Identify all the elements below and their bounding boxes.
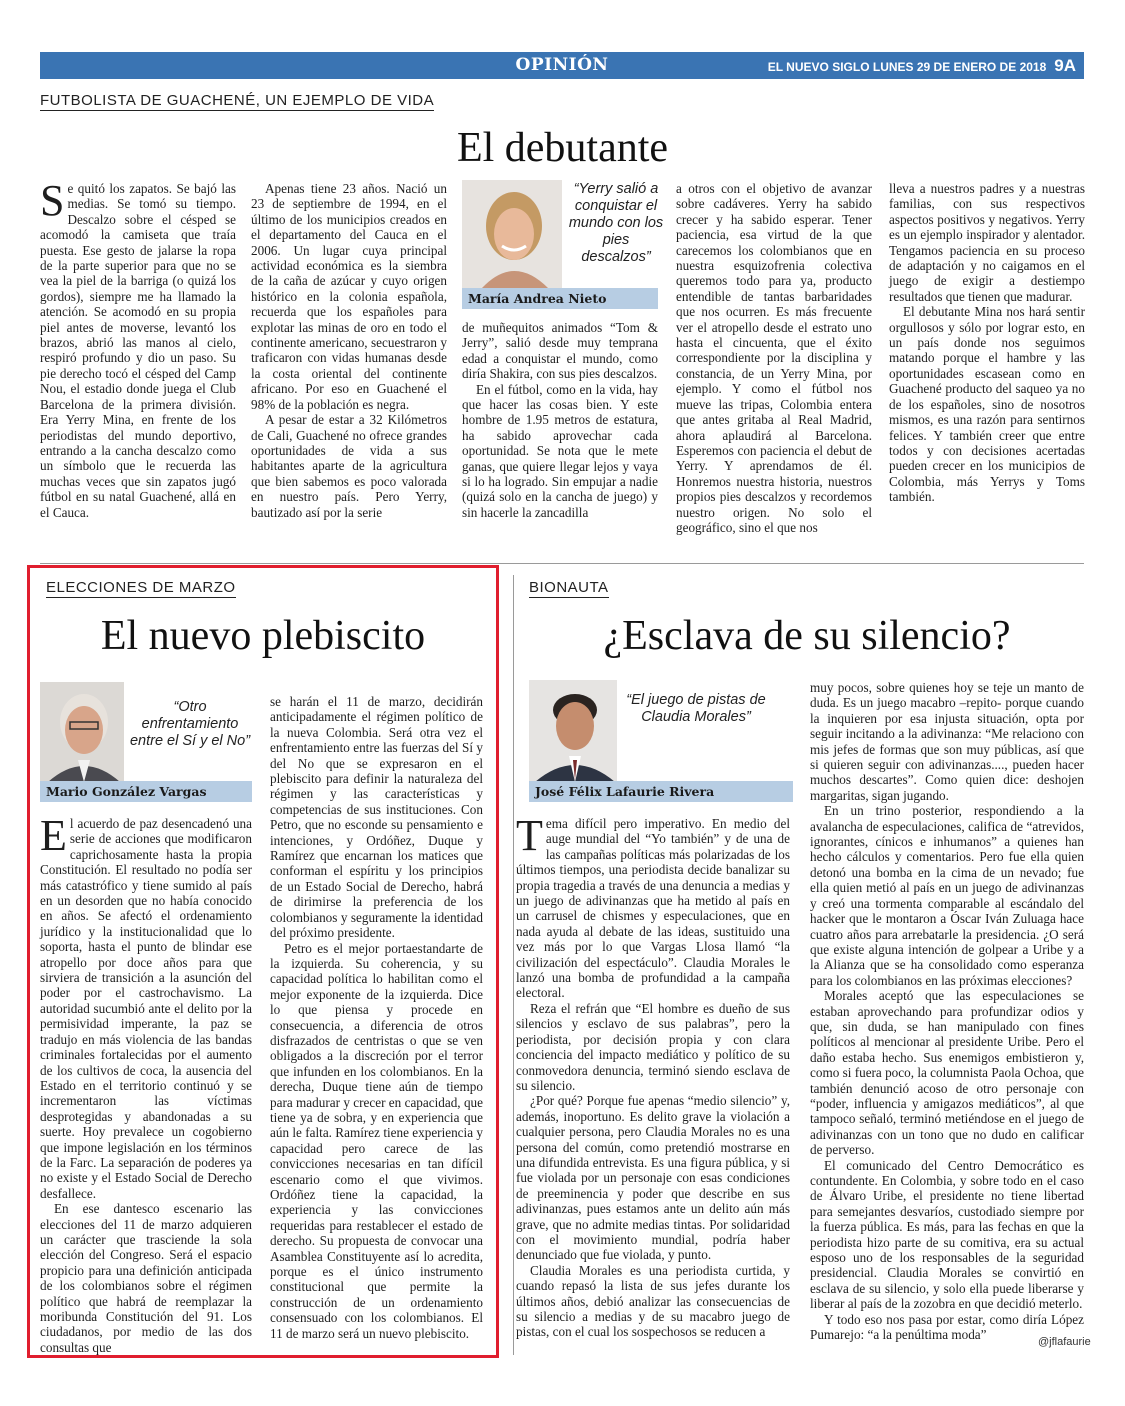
article3-author: José Félix Lafaurie Rivera — [529, 781, 793, 802]
paragraph: llevа a nuestros padres y a nuestras familias, con sus respectivos aspectos positivos y negativos. Yerry es un ejemplo inspirador y alentador. Tengamos paciencia en su proceso de adaptación y no caigamos en el juego de exigir a destiempo resultados que tienen que madurar. — [889, 181, 1085, 304]
paragraph: l acuerdo de paz desencadenó una serie de acciones que modificaron caprichosamente hasta la propia Constitución. El resultado no podía ser más catastrófico y tiene sumido al país en un desorden que no había conocido en años. Se afectó el ordenamiento jurídico y la institucionalidad que lo soporta, hasta el punto de blindar ese atropello por doce años para que sirviera de transición a la asunción del poder por el castrochavismo. La autoridad sucumbió ante el delito por la permisividad imperante, la paz se tradujo en más violencia de las bandas criminales fortalecidas por el aumento de los cultivos de coca, la ausencia del Estado en el territorio continuó y se incrementaron las víctimas desprotegidas y abandonadas a su suerte. Hoy prevalece un cogobierno que impone legislación en los términos de la Farc. La separación de poderes ya no existe y el Estado Social de Derecho desfallece. — [40, 816, 252, 1201]
paragraph: se harán el 11 de marzo, decidirán anticipadamente el régimen político de la nueva Colombia. Será otra vez el enfrentamiento entre las fuerzas del Sí y del No que se expresaron en el plebiscito para definir la naturaleza del régimen y las características y competencias de sus instituciones. Con Petro, que no esconde su pensamiento e intenciones, y Ordóñez, Duque y Ramírez que encarnan los matices que conforman el espíritu y los principios de un Estado Social de Derecho, habrá de dirimirse la preferencia de los colombianos y seguramente la identidad del próximo presidente. — [270, 694, 483, 941]
paragraph: Reza el refrán que “El hombre es dueño de sus silencios y esclavo de sus palabras”, pero la periodista, por decisión propia y con clara conciencia del impacto mediático y político de su conmovedora denuncia, terminó siendo esclava de su silencio. — [516, 1000, 790, 1093]
section-title: OPINIÓN — [515, 55, 609, 75]
paragraph: A pesar de estar a 32 Kilómetros de Cali, Guachené no ofrece grandes oportunidades de vida a sus habitantes aparte de la agricultura que bien sabemos es poco valorada en nuestro país. Pero Yerry, bautizado así por la serie — [251, 412, 447, 520]
author-social-handle[interactable]: @jflafaurie — [1038, 1336, 1091, 1348]
paragraph: a otros con el objetivo de avanzar sobre cadáveres. Yerry ha sabido crecer y ha sabido esperar. Tener paciencia, esa virtud de la que carecemos los colombianos que en nuestra esquizofrenia colectiva queremos todo para ya, producto entendible de tantas barbaridades que nos ocurren. Es más frecuente ver el atropello desde el estrato uno hasta el cincuenta, que el éxito correspondiente por la disciplina y constancia, de un Yerry Mina, por ejemplo. Y como el fútbol nos mueve las tripas, Colombia entera que antes gritaba al Real Madrid, ahora aplaudirá al Barcelona. Esperemos con paciencia el debut de Yerry. Y aprendamos de él. Honremos nuestra historia, nuestros propios pies descalzos y recordemos nuestro origen. No solo el geográfico, sino el que nos — [676, 181, 872, 535]
article2-column-1 — [40, 811, 252, 1355]
paragraph: Petro es el mejor portaestandarte de la izquierda. Su coherencia, y su capacidad política lo habilitan como el mejor exponente de la izquierda. Dice lo que piensa y procede en consecuencia, a diferencia de otros disfrazados de centristas o que se ven obligados a la discreción por el terror que infunden en los colombianos. En la derecha, Duque tiene aún de tiempo para madurar y crecer en capacidad, que tiene ya de sobra, y en experiencia que aún le falta. Ramírez tiene experiencia y capacidad pero carece de las convicciones necesarias en tan difícil escenario como el que vivimos. Ordóñez tiene la capacidad, la experiencia y las convicciones requeridas para restablecer el estado de derecho. Su propuesta de convocar una Asamblea Constituyente así lo acredita, porque es el único instrumento constitucional que permite la construcción de un ordenamiento consensuado con los colombianos. El 11 de marzo será un nuevo plebiscito. — [270, 940, 483, 1341]
article1-column-4 — [676, 181, 872, 541]
paragraph: ¿Por qué? Porque fue apenas “medio silencio” y, además, inoportuno. Es delito grave la violación a cualquier persona, pero Claudia Morales no es una persona del común, como pretendió mostrarse en una difundida entrevista. Es una figura pública, y si fue violada por un personaje con esas condiciones de preeminencia y poder que describe en sus adivinanzas, pues estamos ante un delito aún más grave, que no admite medias tintas. Por solidaridad con el movimiento mundial, podría haber denunciado que fue violada, y punto. — [516, 1093, 790, 1263]
article3-pull-quote: “El juego de pistas de Claudia Morales” — [626, 692, 766, 725]
article1-headline: El debutante — [456, 125, 669, 171]
column-divider — [513, 575, 514, 1355]
article1-column-2 — [251, 181, 447, 541]
author-photo-lafaurie — [529, 680, 617, 782]
paragraph: Y todo eso nos pasa por estar, como diría López Pumarejo: “a la penúltima moda” — [810, 1311, 1084, 1343]
author-photo-gonzalez — [40, 682, 124, 782]
article1-column-1 — [40, 176, 236, 541]
paragraph: El debutante Mina nos hará sentir orgullosos y sólo por lograr esto, en un país donde nos seguimos matando porque el hambre y las oportunidades escasean como en Guachené producto del saqueo ya no de los españoles, sino de nosotros mismos, es una razón para sentirnos felices. Y también creer que entre todos y con decisiones acertadas pueden crecer en los municipios de Colombia, más Yerrys y Toms también. — [889, 304, 1085, 505]
paragraph: muy pocos, sobre quienes hoy se teje un manto de duda. Es un juego macabro –repito- porque cuando la inquieren por esa injusta situación, opta por seguir incitando a la adivinanza: “Me relaciono con mis jefes de formas que son muy públicas, así que si quieren seguir con adivinanzas...., pueden hacer muchos descartes”. Como quien dice: deshojen margaritas, sigan jugando. — [810, 680, 1084, 803]
paragraph: Morales aceptó que las especulaciones se estaban aprovechando para profundizar odios y que, sin duda, se han manipulado con fines políticos al mencionar al presidente Uribe. Pero el daño estaba hecho. Sus enemigos embistieron y, como si fuera poco, la columnista Paola Ochoa, que también denunció acoso de otro personaje con “poder, influencia y amigazos mediáticos”, al que tampoco señaló, terminó metiéndose en el juego de adivinanzas con un tono que no dudo en calificar de perverso. — [810, 988, 1084, 1158]
paragraph: El comunicado del Centro Democrático es contundente. En Colombia, y sobre todo en el caso de Álvaro Uribe, el presidente no tiene libertad para semejantes desvaríos, custodiado siempre por la fuerza pública. Es más, para las fechas en que la periodista hizo parte de su comitiva, era su actual esposo uno de los responsables de la seguridad presidencial. Claudia Morales se convirtió en esclava de su silencio, y solo ella puede liberarse y liberar al país de la zozobra en que decidió meterlo. — [810, 1157, 1084, 1312]
section-divider — [40, 563, 1084, 564]
article3-headline: ¿Esclava de su silencio? — [603, 613, 1011, 659]
author-photo-nieto — [462, 180, 562, 288]
article1-pull-quote: “Yerry salió a conquistar el mundo con los pies descalzos” — [568, 181, 664, 265]
paragraph: Apenas tiene 23 años. Nació un 23 de septiembre de 1994, en el último de los municipios creados en el departamento del Cauca en el 2006. Un lugar cuya principal actividad económica es la siembra de la caña de azúcar y cuyo origen histórico en la colonia española, recuerda que los españoles para explotar las minas de oro en todo el continente americano, secuestraron y traficaron con vidas humanas desde la costa oriental del continente africano. Por eso en Guachené el 98% de la población es negra. — [251, 181, 447, 412]
edition-date: EL NUEVO SIGLO LUNES 29 DE ENERO DE 2018 — [767, 60, 1047, 74]
dropcap: E — [40, 811, 67, 860]
article1-column-5 — [889, 181, 1085, 541]
article2-headline: El nuevo plebiscito — [100, 613, 426, 659]
article1-kicker: FUTBOLISTA DE GUACHENÉ, UN EJEMPLO DE VIDA — [40, 92, 435, 109]
article1-column-3 — [462, 320, 658, 541]
paragraph: Claudia Morales es una periodista curtida, y cuando repasó la lista de sus jefes durante los últimos años, debió analizar las consecuencias de su silencio a medias y de su macabro juego de pistas, con el cual los sospechosos se reducen a — [516, 1262, 790, 1340]
article2-kicker: ELECCIONES DE MARZO — [46, 579, 236, 596]
article2-pull-quote: “Otro enfrentamiento entre el Sí y el No” — [129, 699, 251, 749]
article3-kicker: BIONAUTA — [529, 579, 609, 596]
paragraph: En ese dantesco escenario las elecciones del 11 de marzo adquieren un carácter que trasciende la sola elección del Congreso. Será el espacio propicio para una definición anticipada de los colombianos sobre el régimen político que habrá de reemplazar la moribunda Constitución del 91. Los ciudadanos, por medio de las dos consultas que — [40, 1201, 252, 1355]
article3-column-1 — [516, 811, 790, 1348]
article2-column-2 — [270, 694, 483, 1348]
edition-info — [768, 56, 1076, 76]
dropcap: S — [40, 176, 65, 225]
paragraph: e quitó los zapatos. Se bajó las medias. Se tomó su tiempo. Descalzo sobre el césped se acomodó la camiseta que traía puesta. Ese gesto de jalarse la ropa de la parte superior para que no se vea la piel de la barriga (o quizá los gordos), siempre me ha llamado la atención. Se acomodó en su propia piel antes de moverse, levantó los brazos, abrió las manos al cielo, respiró profundo y dio un paso. Su pie derecho tocó el césped del Camp Nou, el estadio donde juega el Club Barcelona de la primera división. Era Yerry Mina, en frente de los periodistas del mundo deportivo, entrando a la cancha descalzo como un símbolo que le recuerda las muchas veces que sin zapatos jugó fútbol en su natal Guachené, allá en el Cauca. — [40, 181, 236, 520]
paragraph: En el fútbol, como en la vida, hay que hacer las cosas bien. Y este hombre de 1.95 metros de estatura, ha sabido aprovechar cada oportunidad. Se nota que le mete ganas, que quiere llegar lejos y vaya si lo ha logrado. Sin empujar a nadie (quizá solo en la cancha de juego) y sin hacerle la zancadilla — [462, 381, 658, 520]
page-header — [40, 52, 1084, 79]
paragraph: En un trino posterior, respondiendo a la avalancha de especulaciones, califica de “atrevidos, ignorantes, cínicos e inhumanos” a quienes han hecho cálculos y comentarios. Pero fue ella quien detonó una bomba en la cima de un nevado; fue ella quien metió al país en un juego de adivinanzas y creó una tormenta comparable al escándalo del hacker que le montaron a Óscar Iván Zuluaga hace cuatro años para arrebatarle la presidencia. ¿O será que existe alguna intención de golpear a Uribe y a la Alianza que se ha consolidado como esperanza para los colombianos en las próximas elecciones? — [810, 803, 1084, 988]
article2-author: Mario González Vargas — [40, 781, 252, 802]
paragraph: de muñequitos animados “Tom & Jerry”, salió desde muy temprana edad a conquistar el mundo, como diría Shakira, con sus pies descalzos. — [462, 320, 658, 382]
dropcap: T — [516, 811, 543, 860]
article1-author: María Andrea Nieto — [462, 288, 658, 309]
page-number: 9A — [1054, 56, 1076, 75]
paragraph: ema difícil pero imperativo. En medio del auge mundial del “Yo también” y de una de las campañas políticas más polarizadas de los últimos tiempos, una periodista decide banalizar su propia tragedia a través de una denuncia a medias y un juego de adivinanzas que ha metido al país en un carrusel de chismes y especulaciones, que en nada ayuda al debate de las ideas, sustituido una vez más por lo que Vargas Llosa llamó “la civilización del espectáculo”. Claudia Morales le lanzó una bomba de profundidad a la campaña electoral. — [516, 816, 790, 1001]
